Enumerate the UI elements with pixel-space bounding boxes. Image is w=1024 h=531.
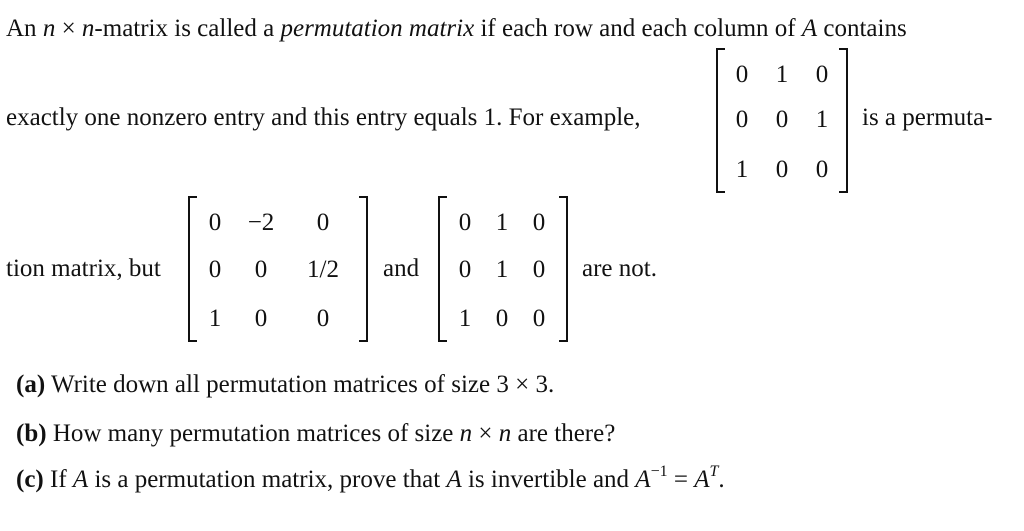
matrix-cell: 0: [735, 106, 749, 133]
text-fragment: -matrix is called a: [94, 15, 281, 42]
text-fragment: If: [50, 466, 73, 493]
matrix-cell: 0: [775, 156, 789, 183]
matrix-cell: 0: [532, 209, 546, 236]
exponent-inverse: −1: [650, 463, 668, 480]
text-fragment: contains: [817, 15, 907, 42]
exponent-transpose: T: [709, 463, 719, 480]
matrix-cell: 0: [495, 305, 509, 332]
matrix-non-example-2: [438, 196, 568, 342]
matrix-cell: −2: [247, 209, 275, 236]
matrix-cell: 0: [775, 106, 789, 133]
text-fragment: are there?: [511, 420, 616, 447]
matrix-cell: 1: [815, 106, 829, 133]
part-a: [16, 372, 554, 397]
var-A: A: [801, 15, 818, 42]
text-fragment: is invertible and: [461, 466, 636, 493]
text-fragment: How many permutation matrices of size: [52, 420, 460, 447]
problem-line-2: exactly one nonzero entry and this entry equals 1. For example,: [6, 104, 641, 131]
var-A: A: [635, 466, 651, 493]
part-b: [16, 421, 615, 446]
matrix-cell: 1: [495, 256, 509, 283]
times-symbol: ×: [472, 420, 499, 447]
matrix-cell: 0: [316, 305, 330, 332]
part-a-label: (a): [16, 371, 46, 398]
matrix-cell: 0: [208, 256, 222, 283]
equals-symbol: =: [667, 466, 695, 493]
problem-line-2-tail: is a permuta-: [862, 104, 993, 131]
part-a-text: Write down all permutation matrices of size 3 × 3.: [50, 371, 555, 398]
matrix-cell: 0: [532, 256, 546, 283]
var-n: n: [498, 420, 512, 447]
part-c: [16, 463, 725, 493]
matrix-cell: 1: [208, 305, 222, 332]
text-fragment: An: [6, 15, 43, 42]
matrix-cell: 1: [775, 61, 789, 88]
var-n: n: [42, 15, 56, 42]
term-permutation-matrix: permutation matrix: [280, 15, 475, 42]
part-c-label: (c): [16, 466, 44, 493]
part-b-label: (b): [16, 420, 47, 447]
var-n: n: [459, 420, 473, 447]
period: .: [718, 466, 725, 493]
matrix-cell: 0: [735, 61, 749, 88]
matrix-cell: 0: [815, 61, 829, 88]
matrix-cell: 0: [815, 156, 829, 183]
are-not-text: are not.: [582, 255, 657, 282]
var-A: A: [694, 466, 710, 493]
matrix-non-example-1: [188, 196, 368, 342]
matrix-cell: 0: [532, 305, 546, 332]
var-A: A: [446, 466, 462, 493]
var-n: n: [81, 15, 95, 42]
text-fragment: is a permutation matrix, prove that: [88, 466, 447, 493]
times-symbol: ×: [55, 15, 82, 42]
matrix-cell: 0: [458, 209, 472, 236]
matrix-cell: 0: [254, 305, 268, 332]
matrix-cell: 0: [458, 256, 472, 283]
matrix-example: [716, 48, 848, 193]
matrix-cell: 1: [458, 305, 472, 332]
problem-line-1: [6, 16, 907, 41]
matrix-cell: 1/2: [307, 256, 339, 283]
matrix-cell: 1: [495, 209, 509, 236]
bracket-right: [559, 196, 568, 342]
matrix-cell: 0: [316, 209, 330, 236]
and-text: and: [383, 255, 420, 282]
matrix-cell: 0: [254, 256, 268, 283]
matrix-cell: 0: [208, 209, 222, 236]
text-fragment: if each row and each column of: [474, 15, 802, 42]
matrix-cell: 1: [735, 156, 749, 183]
var-A: A: [72, 466, 89, 493]
bracket-right: [359, 196, 368, 342]
problem-line-3-start: tion matrix, but: [6, 255, 161, 282]
